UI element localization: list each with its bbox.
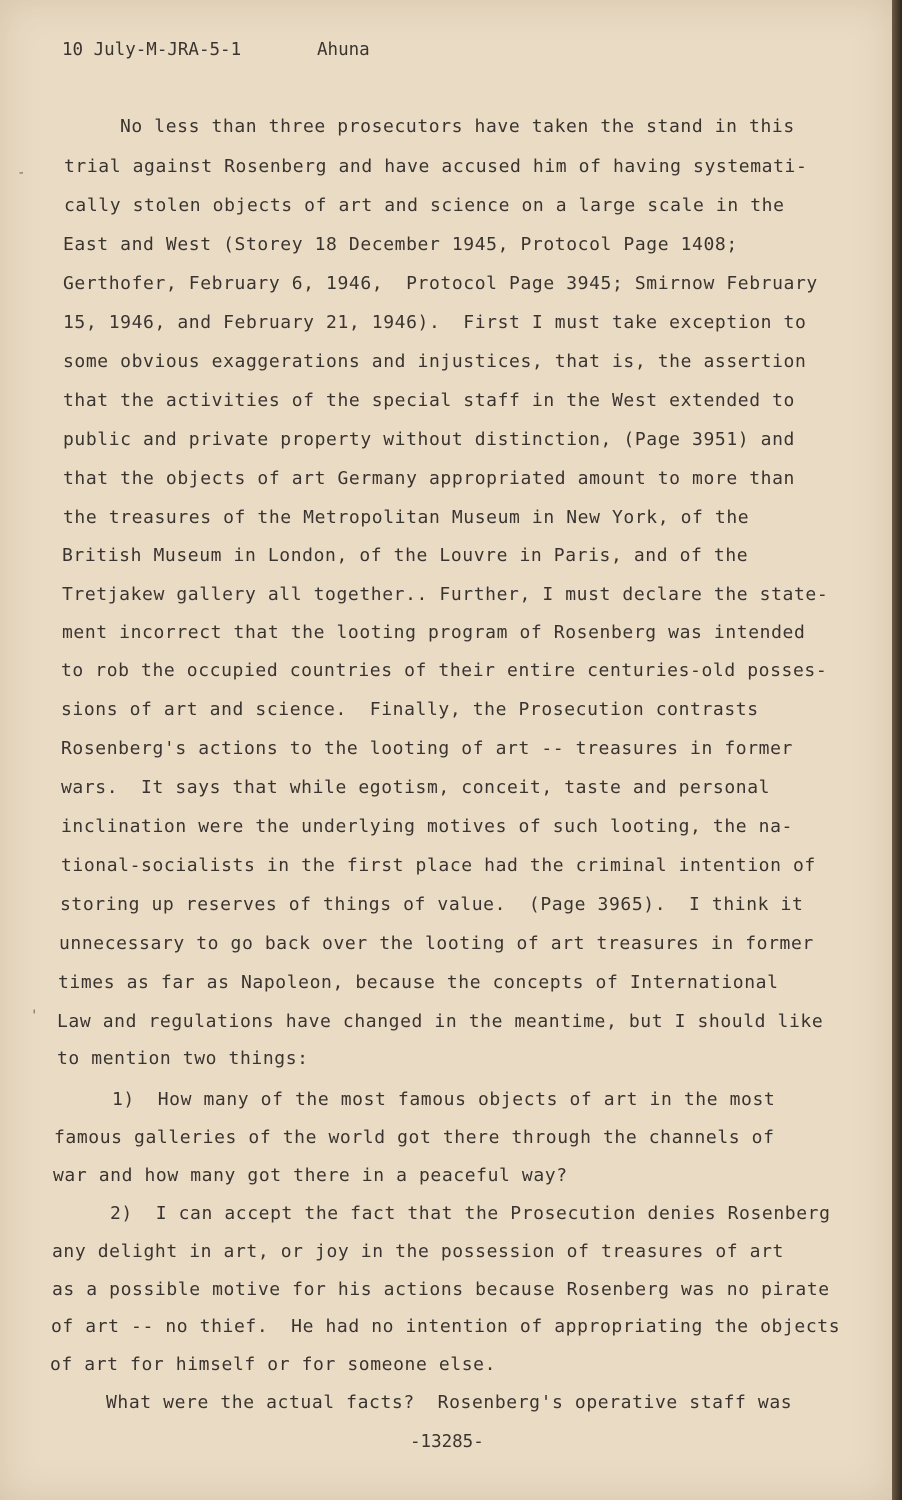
text-line: cally stolen objects of art and science on a large scale in the	[64, 195, 785, 216]
text-line: wars. It says that while egotism, conceit, taste and personal	[61, 777, 771, 798]
text-line: Gerthofer, February 6, 1946, Protocol Page 3945; Smirnow February	[63, 273, 818, 294]
text-line: What were the actual facts? Rosenberg's operative staff was	[106, 1392, 793, 1413]
text-line: times as far as Napoleon, because the concepts of International	[58, 972, 779, 993]
text-line: that the objects of art Germany appropriated amount to more than	[63, 468, 795, 489]
text-line: ment incorrect that the looting program of Rosenberg was intended	[62, 622, 806, 643]
text-line: unnecessary to go back over the looting of art treasures in former	[59, 933, 814, 954]
list-item: 1) How many of the most famous objects of art in the most	[112, 1089, 776, 1110]
text-line: that the activities of the special staff in the West extended to	[63, 390, 795, 411]
text-line: of art -- no thief. He had no intention of appropriating the objects	[51, 1316, 841, 1337]
margin-mark: -	[17, 165, 26, 181]
text-line: British Museum in London, of the Louvre in Paris, and of the	[62, 545, 749, 566]
margin-mark: '	[30, 1008, 39, 1024]
text-line: sions of art and science. Finally, the Prosecution contrasts	[61, 699, 759, 720]
text-line: to rob the occupied countries of their entire centuries-old posses-	[61, 660, 828, 681]
list-item: 2) I can accept the fact that the Prosecution denies Rosenberg	[110, 1203, 831, 1224]
page-edge	[892, 0, 902, 1500]
text-line: No less than three prosecutors have taken the stand in this	[120, 116, 795, 137]
text-line: Law and regulations have changed in the meantime, but I should like	[57, 1011, 824, 1032]
text-line: trial against Rosenberg and have accused him of having systemati-	[64, 156, 808, 177]
author-name: Ahuna	[317, 40, 370, 60]
text-line: East and West (Storey 18 December 1945, Protocol Page 1408;	[63, 234, 738, 255]
text-line: Tretjakew gallery all together.. Further, I must declare the state-	[62, 584, 829, 605]
page-header	[62, 40, 370, 60]
text-line: storing up reserves of things of value. (Page 3965). I think it	[60, 894, 804, 915]
text-line: of art for himself or for someone else.	[50, 1354, 497, 1375]
text-line: famous galleries of the world got there through the channels of	[54, 1127, 775, 1148]
text-line: war and how many got there in a peaceful way?	[53, 1165, 568, 1186]
text-line: any delight in art, or joy in the possession of treasures of art	[52, 1241, 784, 1262]
text-line: public and private property without distinction, (Page 3951) and	[63, 429, 795, 450]
text-line: 15, 1946, and February 21, 1946). First I must take exception to	[63, 312, 807, 333]
text-line: as a possible motive for his actions because Rosenberg was no pirate	[52, 1279, 830, 1300]
document-code: 10 July-M-JRA-5-1	[62, 40, 242, 60]
text-line: tional-socialists in the first place had the criminal intention of	[61, 855, 816, 876]
page-number: -13285-	[410, 1432, 484, 1452]
text-line: inclination were the underlying motives of such looting, the na-	[61, 816, 793, 837]
text-line: to mention two things:	[57, 1048, 309, 1069]
text-line: Rosenberg's actions to the looting of art -- treasures in former	[61, 738, 793, 759]
text-line: the treasures of the Metropolitan Museum in New York, of the	[63, 507, 750, 528]
text-line: some obvious exaggerations and injustices, that is, the assertion	[63, 351, 807, 372]
